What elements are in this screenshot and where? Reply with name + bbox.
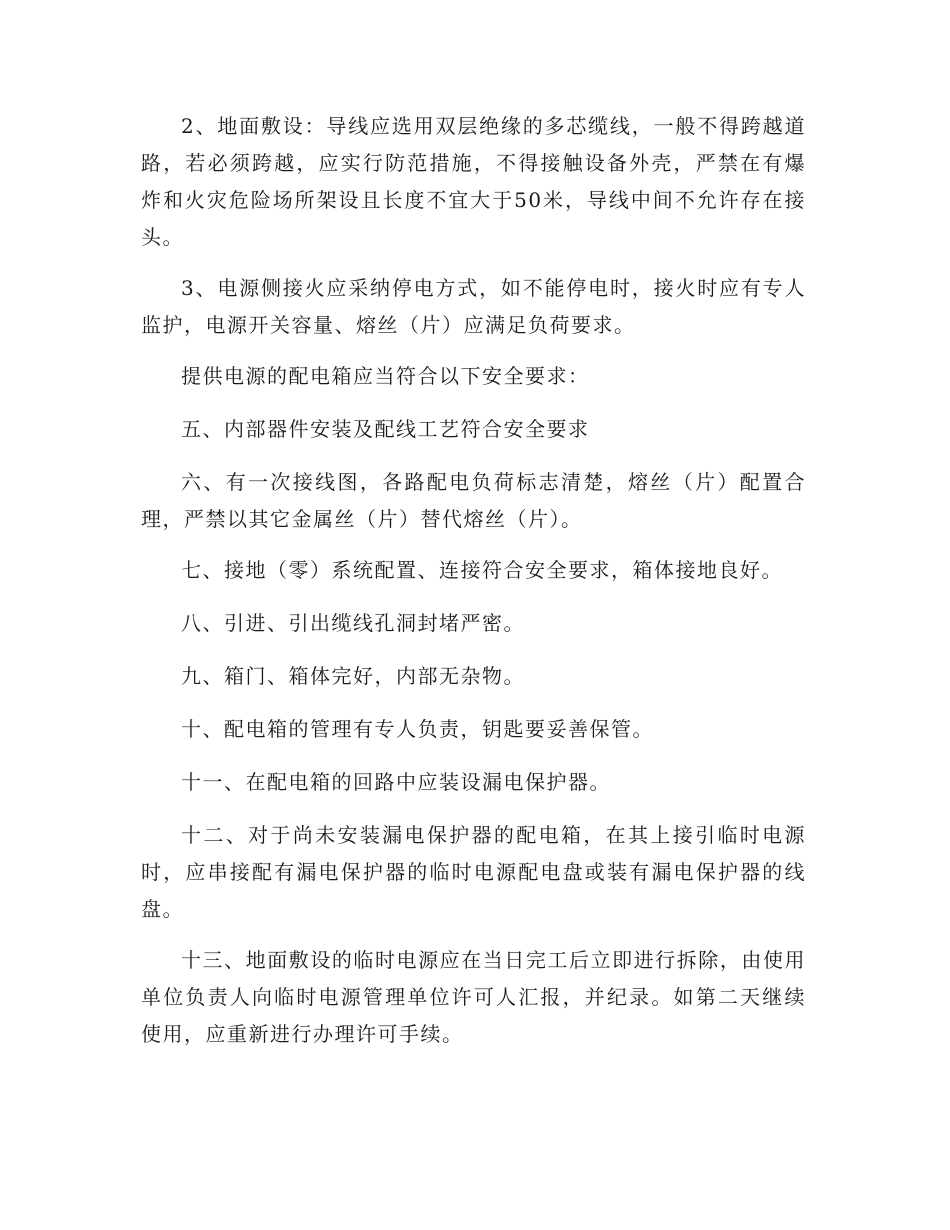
paragraph-ground-laying: 2、地面敷设：导线应选用双层绝缘的多芯缆线，一般不得跨越道路，若必须跨越，应实行防范措施，不得接触设备外壳，严禁在有爆炸和火灾危险场所架设且长度不宜大于50米，导线中间不允许存在接头。 bbox=[141, 114, 806, 249]
document-body bbox=[141, 108, 806, 1067]
paragraph-item-6: 六、有一次接线图，各路配电负荷标志清楚，熔丝（片）配置合理，严禁以其它金属丝（片）替代熔丝（片）。 bbox=[141, 470, 806, 531]
paragraph-item-10: 十、配电箱的管理有专人负责，钥匙要妥善保管。 bbox=[181, 717, 654, 741]
paragraph-item-7: 七、接地（零）系统配置、连接符合安全要求，箱体接地良好。 bbox=[181, 558, 783, 582]
paragraph-item-9: 九、箱门、箱体完好，内部无杂物。 bbox=[181, 664, 525, 688]
paragraph-item-5: 五、内部器件安装及配线工艺符合安全要求 bbox=[181, 417, 590, 441]
paragraph-item-11: 十一、在配电箱的回路中应装设漏电保护器。 bbox=[181, 770, 611, 794]
paragraph-item-12: 十二、对于尚未安装漏电保护器的配电箱，在其上接引临时电源时，应串接配有漏电保护器的临时电源配电盘或装有漏电保护器的线盘。 bbox=[141, 823, 806, 921]
paragraph-power-side-connection: 3、电源侧接火应采纳停电方式，如不能停电时，接火时应有专人监护，电源开关容量、熔丝（片）应满足负荷要求。 bbox=[141, 276, 806, 337]
paragraph-item-13: 十三、地面敷设的临时电源应在当日完工后立即进行拆除，由使用单位负责人向临时电源管理单位许可人汇报，并纪录。如第二天继续使用，应重新进行办理许可手续。 bbox=[141, 948, 806, 1046]
paragraph-distribution-box-intro: 提供电源的配电箱应当符合以下安全要求： bbox=[181, 364, 590, 388]
paragraph-item-8: 八、引进、引出缆线孔洞封堵严密。 bbox=[181, 611, 525, 635]
